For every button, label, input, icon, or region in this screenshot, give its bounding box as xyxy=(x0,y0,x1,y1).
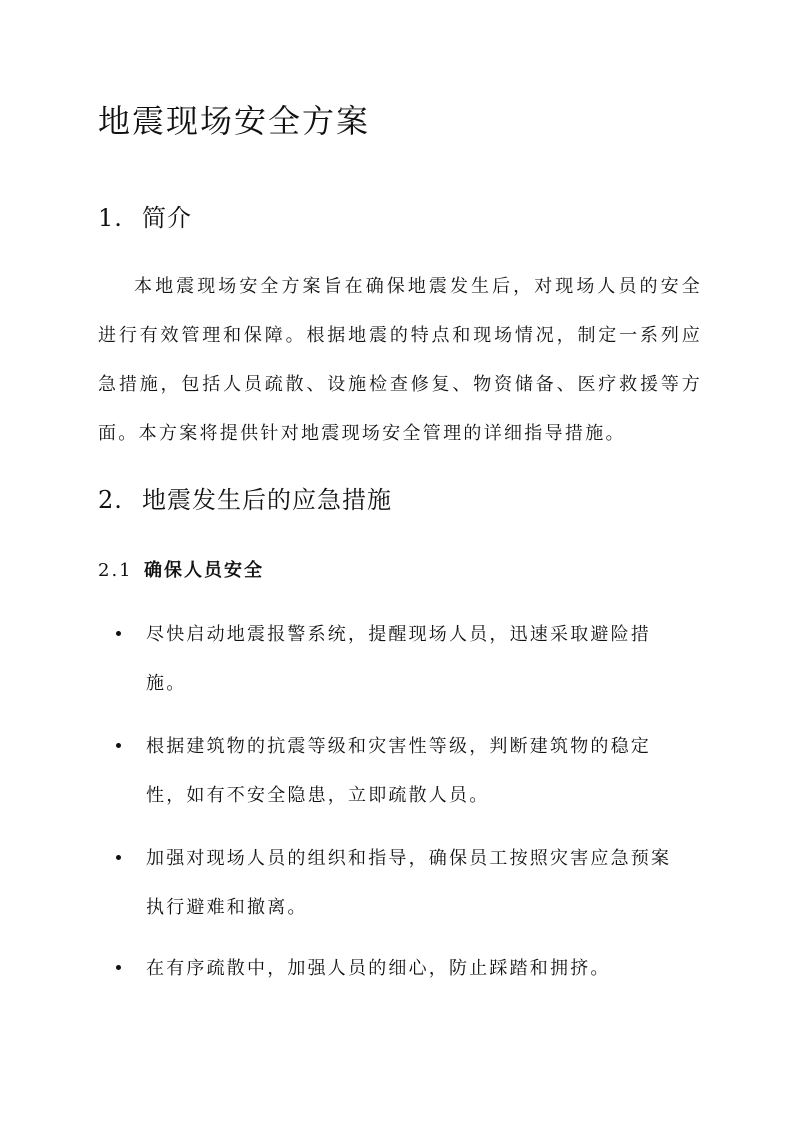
subsection-2-1-title: 确保人员安全 xyxy=(144,560,264,581)
list-item-text: 根据建筑物的抗震等级和灾害性等级，判断建筑物的稳定性，如有不安全隐患，立即疏散人员。 xyxy=(146,736,651,806)
list-item-text: 在有序疏散中，加强人员的细心，防止踩踏和拥挤。 xyxy=(146,958,611,979)
bullet-icon xyxy=(116,631,121,636)
list-item-text: 加强对现场人员的组织和指导，确保员工按照灾害应急预案执行避难和撤离。 xyxy=(146,848,672,918)
list-item xyxy=(116,722,676,820)
bullet-icon xyxy=(116,965,121,970)
section-1-heading xyxy=(98,198,192,233)
intro-paragraph: 本地震现场安全方案旨在确保地震发生后，对现场人员的安全进行有效管理和保障。根据地震的特点和现场情况，制定一系列应急措施，包括人员疏散、设施检查修复、物资储备、医疗救援等方面。本方案将提供针对地震现场安全管理的详细指导措施。 xyxy=(98,276,702,444)
section-2-number: 2. xyxy=(98,486,123,514)
section-1-title: 简介 xyxy=(142,204,192,232)
bullet-icon xyxy=(116,743,121,748)
subsection-2-1-heading xyxy=(98,556,264,582)
list-item-text: 尽快启动地震报警系统，提醒现场人员，迅速采取避险措施。 xyxy=(146,624,651,694)
section-2-heading xyxy=(98,480,392,515)
bullet-icon xyxy=(116,855,121,860)
section-2-title: 地震发生后的应急措施 xyxy=(142,486,392,514)
document-title: 地震现场安全方案 xyxy=(98,102,371,140)
list-item xyxy=(116,944,676,993)
section-1-number: 1. xyxy=(98,204,123,232)
list-item xyxy=(116,834,676,932)
list-item xyxy=(116,610,676,708)
subsection-2-1-number: 2.1 xyxy=(98,560,133,581)
